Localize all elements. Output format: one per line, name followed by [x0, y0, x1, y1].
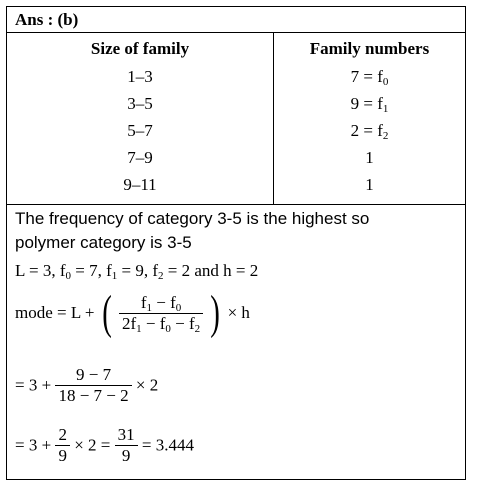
size-cell: 3–5	[127, 94, 153, 113]
size-cell: 1–3	[127, 67, 153, 86]
size-cell: 9–11	[123, 175, 157, 194]
numbers-cell: $9 = f_1$	[350, 94, 389, 115]
parameters-line: L = 3, $f_0 = 7$, $f_1 = 9$, $f_2 = 2$ and h = 2	[15, 261, 259, 282]
header-numbers: Family numbers	[309, 39, 430, 58]
answer-box	[6, 6, 466, 480]
solution-block	[15, 207, 459, 283]
right-paren: )	[210, 286, 221, 339]
frequency-table	[7, 33, 465, 205]
solution-line-1: The frequency of category 3-5 is the highest so	[15, 209, 370, 228]
size-column	[7, 33, 273, 204]
numbers-cell: 1	[365, 148, 374, 167]
size-cell: 5–7	[127, 121, 153, 140]
size-cell: 7–9	[127, 148, 153, 167]
solution-line-2: polymer category is 3-5	[15, 233, 192, 252]
step-2: = 3 + $\frac{2}{9}$ × 2 = $\frac{31}{9}$ = 3.444	[15, 425, 194, 465]
numbers-cell: $7 = f_0$	[350, 67, 389, 88]
step-1: = 3 + $\frac{9 - 7}{18 - 7 - 2}$ × 2	[15, 365, 159, 405]
formula-fraction: $\frac{f_1 - f_0}{2f_1 - f_0 - f_2}$	[119, 293, 203, 334]
numbers-cell: 1	[365, 175, 374, 194]
numbers-column	[274, 33, 465, 204]
header-size: Size of family	[90, 39, 190, 58]
mode-formula: mode = L + ( $\frac{f_1 - f_0}{2f_1 - f_0 - f_2}$ ) × h	[15, 286, 250, 339]
left-paren: (	[101, 286, 112, 339]
answer-label: Ans : (b)	[7, 7, 465, 33]
numbers-cell: $2 = f_2$	[350, 121, 389, 142]
